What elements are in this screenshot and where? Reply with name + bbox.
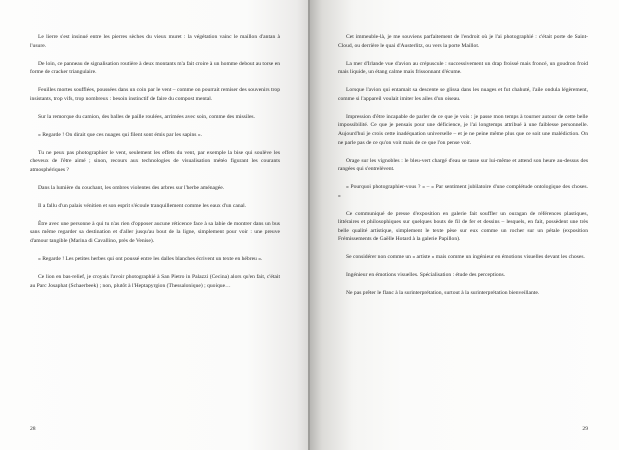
paragraph: Ce communiqué de presse d'exposition en galerie fait souffler un ouragan de références plastiques, littéraires et philosophiques sur quelques bouts de fil de fer et dessins – lesquels, en fait, possèdent une très belle qualité artistique, simplement le texte pèse sur eux comme un rocher sur un pétale (exposition Frémissements de Gaëlle Hotard à la galerie Papillon). xyxy=(338,210,588,243)
paragraph: « Regarde ! On dirait que ces nuages qui filent sont émis par les sapins ». xyxy=(38,131,203,138)
paragraph: Orage sur les vignobles : le bleu-vert chargé d'eau se tasse sur lui-même et attend son heure au-dessus des rangées qui s'entrelèvent. xyxy=(338,157,588,173)
paragraph: La mer d'Irlande vue d'avion au crépuscule : successivement un drap froissé mais froncé, un goudron froid mais liquide, un étang calme mais frissonnant d'écume. xyxy=(338,60,588,76)
page-number: 29 xyxy=(582,426,588,432)
paragraph: Ne pas prêter le flanc à la surinterprétation, surtout à la surinterprétation bienveillante. xyxy=(346,290,540,297)
paragraph: Feuilles mortes soufflées, poussées dans un coin par le vent – comme on pourrait remiser des souvenirs trop insistants, trop vifs, trop nombreux : besoin instinctif de faire du compost mental. xyxy=(30,87,280,102)
paragraph: Ingénieur en émotions visuelles. Spécialisation : étude des perceptions. xyxy=(346,272,506,279)
paragraph: Se considérer non comme un « artiste » mais comme un ingénieur en émotions visuelles devant les choses. xyxy=(346,254,585,261)
paragraph: Impression d'être incapable de parler de ce que je vois : je passe mon temps à tourner autour de cette belle impossibilité. Ce que je pensais pour une déficience, je l'ai longtemps attribué à une faiblesse personnelle. Aujourd'hui je crois cette inadéquation universelle – et je ne peine même plus que ce soit une malédiction. On ne parle pas de ce qu'on voit mais de ce que l'on pense voir. xyxy=(338,113,588,146)
paragraph: « Regarde ! Les petites herbes qui ont poussé entre les dalles blanches écrivent un texte en hébreu ». xyxy=(38,256,263,263)
paragraph: Ce lion en bas-relief, je croyais l'avoir photographié à San Pietro in Palazzi (Cecina) alors qu'en fait, c'était au Parc Josaphat (Schaerbeek) ; non, plutôt à l'Heptapyrgion (Thessalonique) ; quoique… xyxy=(30,274,280,289)
paragraph: Cet immeuble-là, je me souviens parfaitement de l'endroit où je l'ai photographié : c'était porte de Saint-Cloud, ou derrière le quai d'Austerlitz, ou vers la porte Maillot. xyxy=(338,34,588,49)
paragraph: Sur la remorque du camion, des balles de paille roulées, arrimées avec soin, comme des missiles. xyxy=(38,113,256,120)
right-page xyxy=(310,0,619,450)
paragraph: De loin, ce panneau de signalisation routière à deux montants m'a fait croire à un homme debout au torse en forme de cracker triangulaire. xyxy=(30,60,280,76)
paragraph: « Pourquoi photographier-vous ? » – « Par sentiment jubilatoire d'une complétude ontologique des choses. » xyxy=(338,184,588,199)
left-page xyxy=(0,0,309,450)
paragraph: Il a fallu d'un palais vénitien et son esprit s'écoule tranquillement comme les eaux d'un canal. xyxy=(38,202,247,209)
paragraph: Dans la lumière du couchant, les ombres violentes des arbres sur l'herbe aménagée. xyxy=(38,184,225,191)
left-page-text xyxy=(30,33,280,300)
paragraph: Tu ne peux pas photographier le vent, seulement les effets du vent, par exemple la bise qui soulève les cheveux de l'être aimé ; sinon, recours aux technologies de visualisation météo figurant les courants atmosphériques ? xyxy=(30,149,280,173)
paragraph: Lorsque l'avion qui entamait sa descente se glissa dans les nuages et fut chahuté, l'aile ondula légèrement, comme si l'appareil voulait imiter les ailes d'un oiseau. xyxy=(338,87,588,102)
paragraph: Être avec une personne à qui tu n'as rien d'opposer aucune réticence face à sa labie de montrer dans un bus sans même regarder sa destination et d'aller jusqu'au bout de la ligne, simplement pour voir : une preuve d'amour tangible (Marina di Cavallino, près de Venise). xyxy=(30,220,280,245)
page-number: 28 xyxy=(30,426,36,432)
right-page-text xyxy=(338,33,588,307)
paragraph: Le lierre s'est insinué entre les pierres sèches du vieux muret : la végétation vainc le maillon d'antan à l'usure. xyxy=(30,34,280,49)
